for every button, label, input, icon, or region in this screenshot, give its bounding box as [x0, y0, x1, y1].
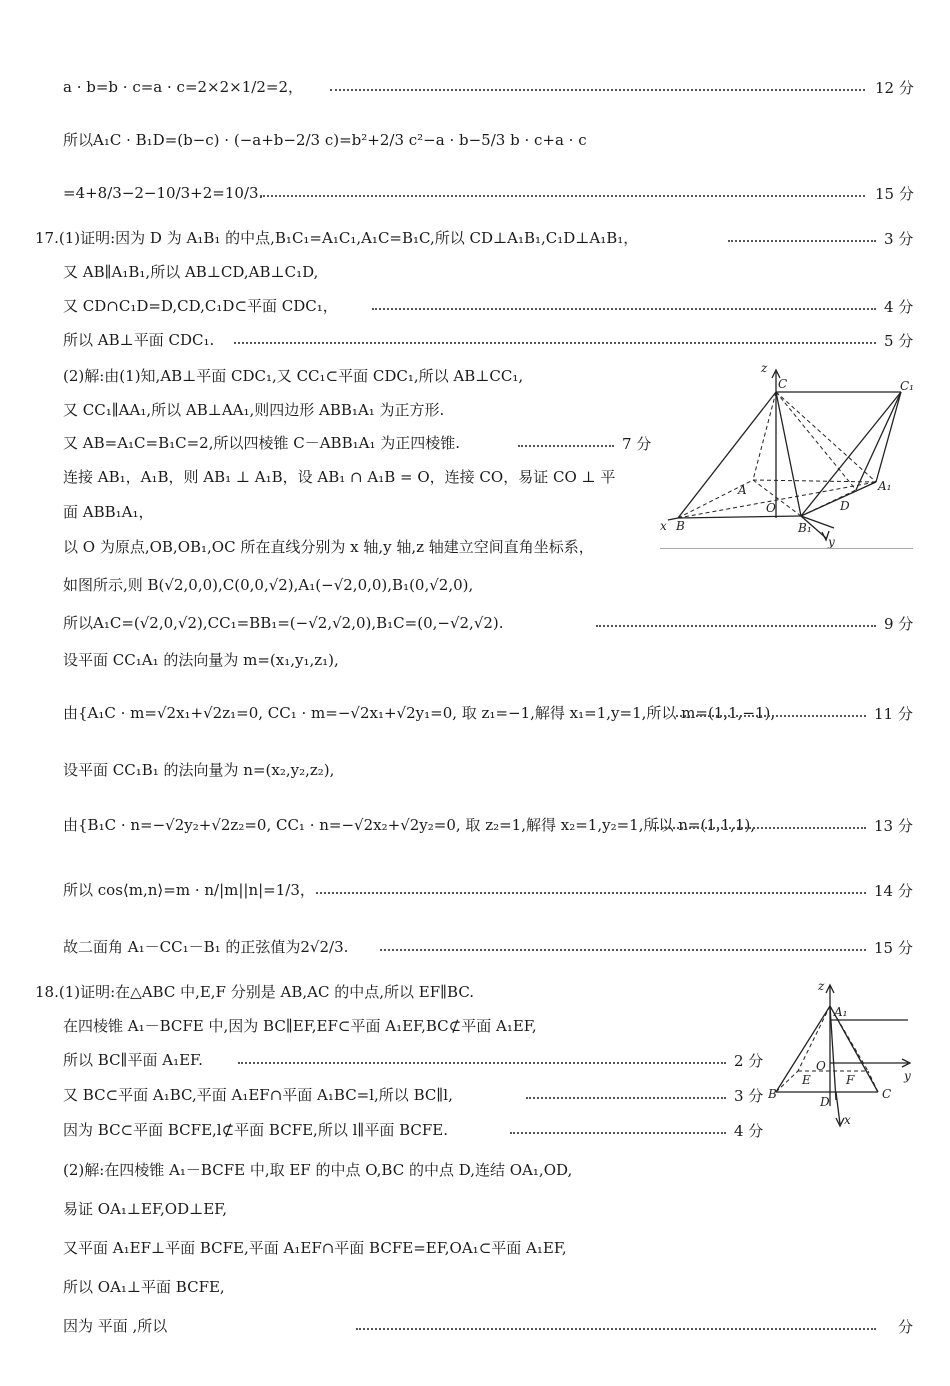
figure-label: D [820, 1095, 830, 1109]
score-label: 13 分 [874, 817, 913, 835]
score-label: 14 分 [874, 882, 913, 900]
figure-rule [660, 548, 913, 549]
figure-label: z [818, 979, 825, 993]
leader-dots [316, 892, 866, 894]
text-line: 设平面 CC₁A₁ 的法向量为 m=(x₁,y₁,z₁), [63, 651, 339, 669]
score-label: 2 分 [734, 1052, 764, 1070]
text-line: =4+8/3−2−10/3+2=10/3. [63, 184, 264, 202]
leader-dots [596, 625, 876, 627]
figure-prism [658, 360, 916, 548]
text-line: 所以 OA₁⊥平面 BCFE, [63, 1278, 225, 1296]
text-line: 故二面角 A₁－CC₁－B₁ 的正弦值为2√2/3. [63, 938, 349, 956]
score-label: 分 [898, 1318, 914, 1336]
text-line: 所以A₁C=(√2,0,√2),CC₁=BB₁=(−√2,√2,0),B₁C=(0,−√2,√2). [63, 614, 504, 632]
score-label: 4 分 [734, 1122, 764, 1140]
leader-dots [650, 827, 866, 829]
figure-label: x [660, 519, 667, 533]
text-line: 所以 BC∥平面 A₁EF. [63, 1051, 203, 1069]
leader-dots [510, 1132, 726, 1134]
leader-dots [238, 1062, 726, 1064]
score-label: 11 分 [874, 705, 913, 723]
leader-dots [380, 949, 866, 951]
figure-label: B [768, 1087, 777, 1101]
text-line: 连接 AB₁，A₁B，则 AB₁ ⊥ A₁B，设 AB₁ ∩ A₁B = O，连接 CO，易证 CO ⊥ 平 [63, 468, 616, 486]
score-label: 12 分 [875, 79, 914, 97]
leader-dots [330, 89, 865, 91]
leader-dots [728, 240, 876, 242]
text-line: 所以A₁C · B₁D=(b−c) · (−a+b−2/3 c)=b²+2/3 c²−a · b−5/3 b · c+a · c [63, 131, 587, 149]
figure-label: y [828, 535, 835, 548]
text-line: 17.(1)证明:因为 D 为 A₁B₁ 的中点,B₁C₁=A₁C₁,A₁C=B₁C,所以 CD⊥A₁B₁,C₁D⊥A₁B₁， [35, 229, 639, 247]
text-line: 18.(1)证明:在△ABC 中,E,F 分别是 AB,AC 的中点,所以 EF∥BC. [35, 983, 475, 1001]
score-label: 3 分 [884, 230, 914, 248]
text-line: (2)解:由(1)知,AB⊥平面 CDC₁,又 CC₁⊂平面 CDC₁,所以 AB⊥CC₁, [63, 367, 524, 385]
text-line: 由{B₁C · n=−√2y₂+√2z₂=0, CC₁ · n=−√2x₂+√2y₂=0, 取 z₂=1,解得 x₂=1,y₂=1,所以 n=(1,1,1), [63, 816, 756, 834]
figure-label: B₁ [798, 521, 812, 535]
text-line: 所以 cos⟨m,n⟩=m · n/|m||n|=1/3， [63, 881, 315, 899]
leader-dots [372, 308, 876, 310]
text-line: 因为 平面 ,所以 [63, 1317, 168, 1335]
text-line: 因为 BC⊂平面 BCFE,l⊄平面 BCFE,所以 l∥平面 BCFE. [63, 1121, 448, 1139]
figure-label: C [882, 1087, 892, 1101]
figure-label: A₁ [834, 1005, 848, 1019]
leader-dots [234, 342, 876, 344]
score-label: 15 分 [875, 185, 914, 203]
text-line: 又 CD∩C₁D=D,CD,C₁D⊂平面 CDC₁， [63, 297, 338, 315]
score-label: 5 分 [884, 332, 914, 350]
text-line: a · b=b · c=a · c=2×2×1/2=2， [63, 78, 303, 96]
text-line: 如图所示,则 B(√2,0,0),C(0,0,√2),A₁(−√2,0,0),B₁(0,√2,0), [63, 576, 474, 594]
text-line: 由{A₁C · m=√2x₁+√2z₁=0, CC₁ · m=−√2x₁+√2y₁=0, 取 z₁=−1,解得 x₁=1,y=1,所以 m=(1,1,−1), [63, 704, 776, 722]
score-label: 7 分 [622, 435, 652, 453]
score-label: 15 分 [874, 939, 913, 957]
text-line: 又 BC⊂平面 A₁BC,平面 A₁EF∩平面 A₁BC=l,所以 BC∥l, [63, 1086, 453, 1104]
text-line: 在四棱锥 A₁－BCFE 中,因为 BC∥EF,EF⊂平面 A₁EF,BC⊄平面 A₁EF, [63, 1017, 537, 1035]
text-line: 设平面 CC₁B₁ 的法向量为 n=(x₂,y₂,z₂), [63, 761, 335, 779]
text-line: 所以 AB⊥平面 CDC₁. [63, 331, 215, 349]
figure-label: E [802, 1073, 811, 1087]
score-label: 9 分 [884, 615, 914, 633]
text-line: 面 ABB₁A₁， [63, 503, 154, 521]
leader-dots [676, 715, 866, 717]
figure-label: D [840, 499, 850, 513]
figure-label: z [761, 361, 768, 375]
leader-dots [260, 195, 865, 197]
text-line: (2)解:在四棱锥 A₁－BCFE 中,取 EF 的中点 O,BC 的中点 D,连结 OA₁,OD, [63, 1161, 573, 1179]
text-line: 又 AB=A₁C=B₁C=2,所以四棱锥 C－ABB₁A₁ 为正四棱锥. [63, 434, 460, 452]
score-label: 3 分 [734, 1087, 764, 1105]
figure-pyramid [768, 978, 914, 1128]
figure-label: y [904, 1069, 911, 1083]
figure-label: O [816, 1059, 826, 1073]
leader-dots [518, 445, 614, 447]
figure-label: O [766, 501, 776, 515]
figure-label: C [778, 377, 788, 391]
text-line: 以 O 为原点,OB,OB₁,OC 所在直线分别为 x 轴,y 轴,z 轴建立空间直角坐标系， [63, 538, 594, 556]
figure-label: C₁ [900, 379, 914, 393]
figure-label: A₁ [878, 479, 892, 493]
text-line: 又平面 A₁EF⊥平面 BCFE,平面 A₁EF∩平面 BCFE=EF,OA₁⊂平面 A₁EF, [63, 1239, 567, 1257]
text-line: 易证 OA₁⊥EF,OD⊥EF, [63, 1200, 228, 1218]
figure-label: x [844, 1113, 851, 1127]
text-line: 又 CC₁∥AA₁,所以 AB⊥AA₁,则四边形 ABB₁A₁ 为正方形. [63, 401, 445, 419]
figure-label: A [738, 483, 747, 497]
figure-label: F [846, 1073, 855, 1087]
score-label: 4 分 [884, 298, 914, 316]
figure-label: B [676, 519, 685, 533]
leader-dots [526, 1097, 726, 1099]
leader-dots [356, 1328, 876, 1330]
text-line: 又 AB∥A₁B₁,所以 AB⊥CD,AB⊥C₁D, [63, 263, 319, 281]
